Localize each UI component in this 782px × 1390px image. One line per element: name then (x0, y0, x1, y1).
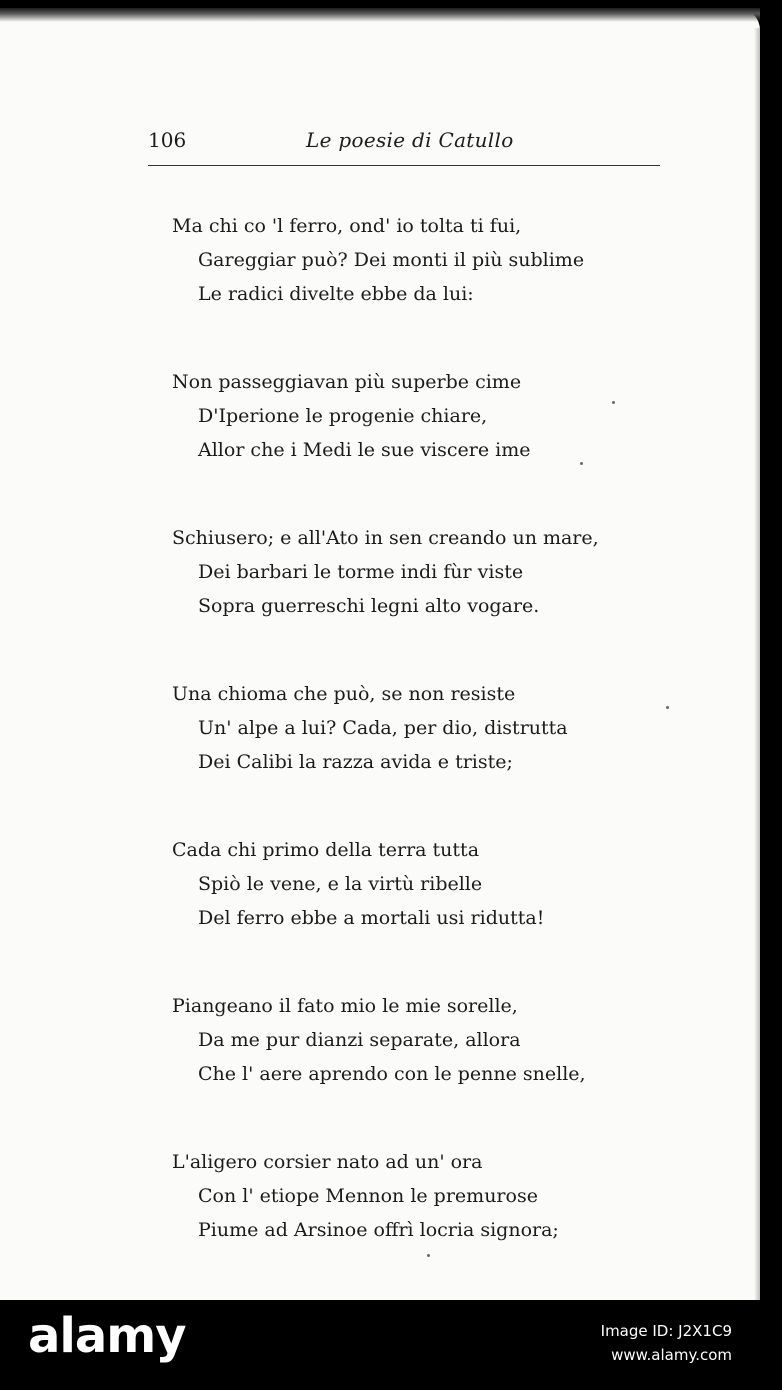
page-right-edge (754, 28, 760, 1300)
stanza (172, 521, 652, 623)
scan-speck (666, 706, 669, 709)
verse-line: Che l' aere aprendo con le penne snelle, (198, 1063, 586, 1085)
verse-line: Piangeano il fato mio le mie sorelle, (172, 995, 518, 1017)
scan-speck (612, 401, 615, 404)
image-id-label: Image ID: J2X1C9 (600, 1322, 732, 1340)
verse-line: Un' alpe a lui? Cada, per dio, distrutta (198, 717, 568, 739)
running-title: Le poesie di Catullo (306, 128, 514, 152)
verse-line: Ma chi co 'l ferro, ond' io tolta ti fui, (172, 215, 522, 237)
running-head (148, 128, 660, 164)
verse-line: D'Iperione le progenie chiare, (198, 405, 488, 427)
stanza (172, 833, 652, 935)
verse-line: Gareggiar può? Dei monti il più sublime (198, 249, 585, 271)
alamy-logo: alamy (28, 1308, 186, 1364)
scan-speck (427, 1254, 430, 1257)
verse-line: Schiusero; e all'Ato in sen creando un mare, (172, 527, 599, 549)
verse-line: Una chioma che può, se non resiste (172, 683, 516, 705)
verse-line: Del ferro ebbe a mortali usi ridutta! (198, 907, 545, 929)
header-rule (148, 165, 660, 166)
stanza (172, 365, 652, 467)
stanza (172, 989, 652, 1091)
verse-line: L'aligero corsier nato ad un' ora (172, 1151, 483, 1173)
verse-line: Piume ad Arsinoe offrì locria signora; (198, 1219, 559, 1241)
stanza (172, 677, 652, 779)
verse-line: Sopra guerreschi legni alto vogare. (198, 595, 540, 617)
verse-line: Dei barbari le torme indi fùr viste (198, 561, 524, 583)
verse-line: Dei Calibi la razza avida e triste; (198, 751, 513, 773)
page-top-edge (0, 8, 760, 22)
verse-line: Non passeggiavan più superbe cime (172, 371, 522, 393)
site-url-label: www.alamy.com (611, 1346, 732, 1364)
scan-speck (580, 462, 583, 465)
verse-line: Con l' etiope Mennon le premurose (198, 1185, 538, 1207)
verse-line: Cada chi primo della terra tutta (172, 839, 480, 861)
page-number: 106 (148, 128, 187, 152)
stanza (172, 1145, 652, 1247)
verse-line: Le radici divelte ebbe da lui: (198, 283, 474, 305)
poem-text (172, 209, 652, 1301)
stanza (172, 209, 652, 311)
verse-line: Allor che i Medi le sue viscere ime (198, 439, 531, 461)
verse-line: Da me pur dianzi separate, allora (198, 1029, 521, 1051)
verse-line: Spiò le vene, e la virtù ribelle (198, 873, 483, 895)
